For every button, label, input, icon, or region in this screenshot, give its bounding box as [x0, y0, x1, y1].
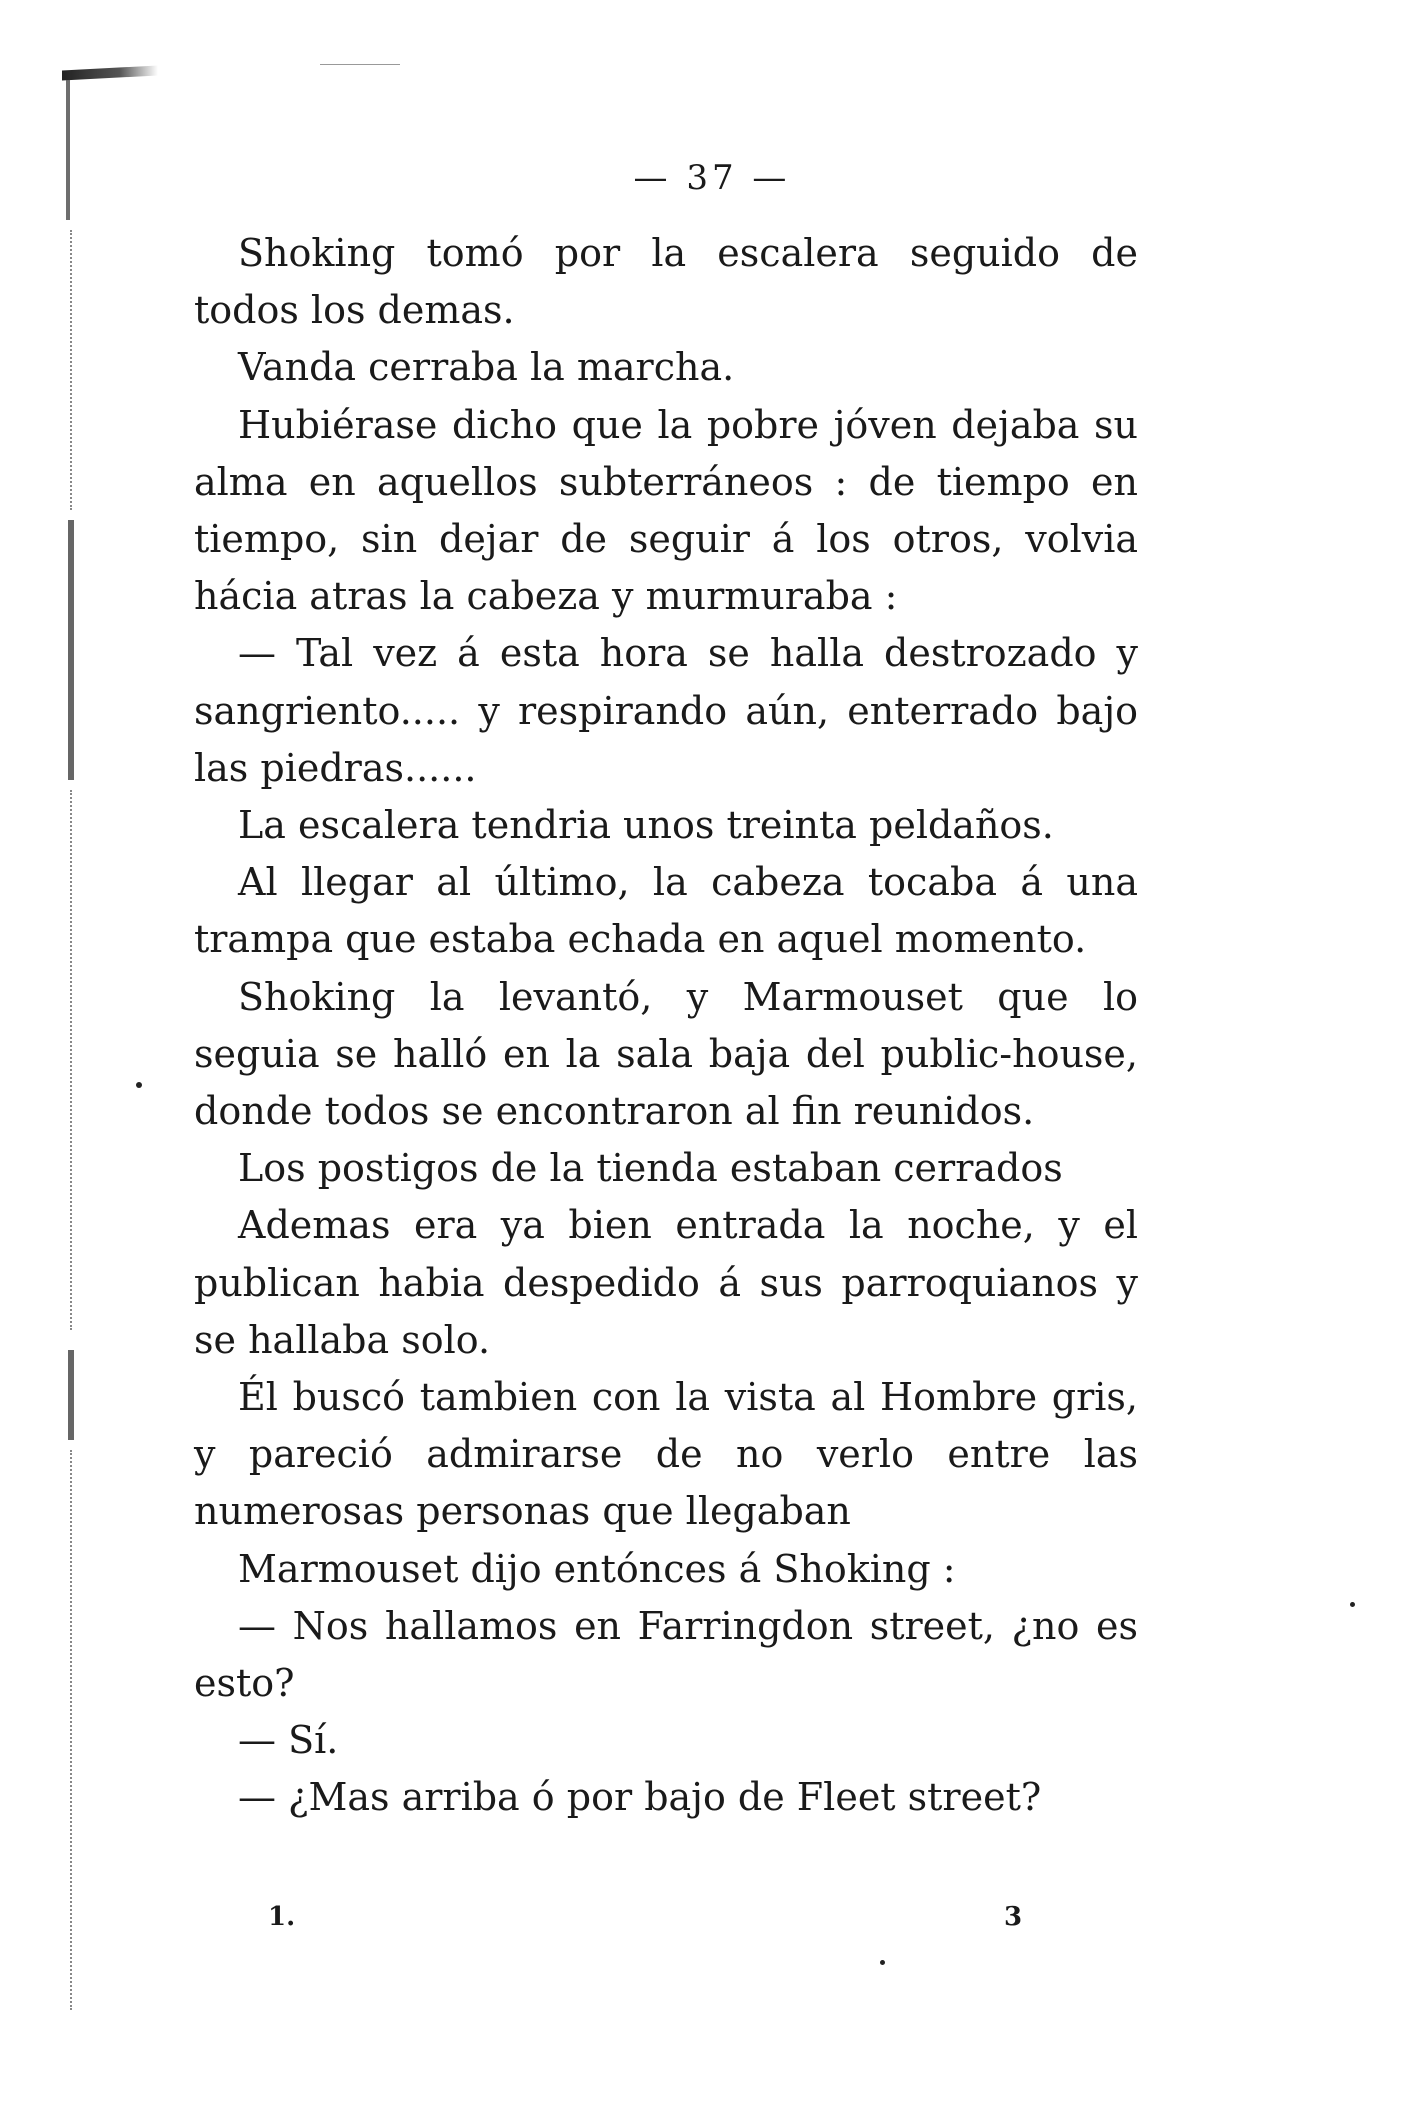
signature-mark-left: 1.	[268, 1902, 296, 1932]
paragraph: La escalera tendria unos treinta peldaños.	[238, 803, 1054, 848]
paragraph: — Nos hallamos en Farringdon street, ¿no es esto?	[194, 1603, 1138, 1706]
ink-speck	[880, 1960, 885, 1965]
page-number-header: — 37 —	[633, 158, 791, 198]
body-text	[194, 225, 1138, 1827]
scan-edge-dots	[70, 230, 96, 510]
paragraph: Shoking la levantó, y Marmouset que lo seguia se halló en la sala baja del public-house, donde todos se encontraron al fin reunidos.	[194, 974, 1138, 1134]
scan-edge-dots	[70, 1450, 96, 2010]
paragraph: — Tal vez á esta hora se halla destrozado y sangriento..... y respirando aún, enterrado bajo las piedras......	[194, 631, 1138, 790]
paragraph: Los postigos de la tienda estaban cerrados	[238, 1146, 1063, 1191]
ink-speck	[136, 1082, 142, 1088]
ink-speck	[1350, 1602, 1355, 1607]
scan-edge-mark	[62, 65, 158, 80]
paragraph: Al llegar al último, la cabeza tocaba á una trampa que estaba echada en aquel momento.	[194, 860, 1138, 962]
paragraph: Marmouset dijo entónces á Shoking :	[238, 1546, 956, 1591]
scan-edge-dots	[70, 790, 96, 1330]
paragraph: Ademas era ya bien entrada la noche, y el publican habia despedido á sus parroquianos y se hallaba solo.	[194, 1203, 1138, 1362]
paragraph: — Sí.	[238, 1718, 339, 1763]
scan-edge-line	[68, 520, 74, 780]
paragraph: Él buscó tambien con la vista al Hombre gris, y pareció admirarse de no verlo entre las numerosas personas que llegaban	[194, 1375, 1138, 1534]
paragraph: Vanda cerraba la marcha.	[238, 345, 735, 390]
paragraph: — ¿Mas arriba ó por bajo de Fleet street?	[238, 1775, 1042, 1820]
paragraph: Hubiérase dicho que la pobre jóven dejaba su alma en aquellos subterráneos : de tiempo en tiempo, sin dejar de seguir á los otros, volvia hácia atras la cabeza y murmuraba :	[194, 402, 1138, 619]
paragraph: Shoking tomó por la escalera seguido de todos los demas.	[194, 231, 1138, 333]
signature-mark-right: 3	[1004, 1902, 1023, 1932]
scan-top-rule	[320, 64, 400, 65]
scan-edge-line	[68, 1350, 74, 1440]
scan-edge-line	[66, 80, 70, 220]
